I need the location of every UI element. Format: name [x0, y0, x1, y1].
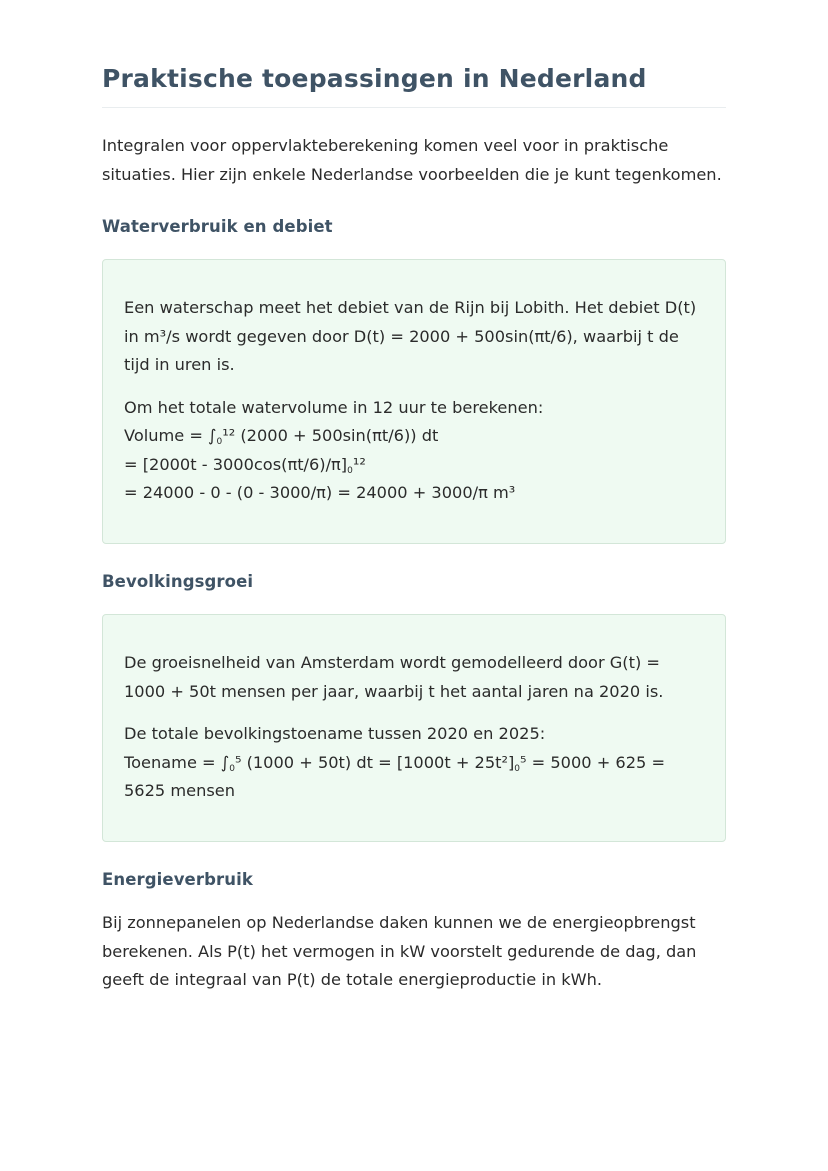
- population-description: De groeisnelheid van Amsterdam wordt gemodelleerd door G(t) = 1000 + 50t mensen per jaar, waarbij t het aantal jaren na 2020 is.: [124, 653, 664, 701]
- page-title: Praktische toepassingen in Nederland: [102, 64, 726, 108]
- example-box-population: [102, 614, 726, 842]
- water-calc-line-3: = 24000 - 0 - (0 - 3000/π) = 24000 + 3000/π m³: [124, 483, 516, 502]
- example-box-water: [102, 259, 726, 544]
- section-heading-population: Bevolkingsgroei: [102, 572, 254, 591]
- population-calculation: [124, 720, 704, 806]
- water-calc-line-1: Volume = $\int_0^{12}$ (2000 + 500sin(πt/6)) dt: [124, 426, 439, 447]
- population-calc-intro: De totale bevolkingstoename tussen 2020 en 2025:: [124, 724, 546, 743]
- water-calc-line-2: = $[2000t - 3000\cos(\pi t/6)/\pi]_0^{12}$: [124, 454, 366, 476]
- section-heading-energy: Energieverbruik: [102, 870, 253, 889]
- population-calc-line: Toename = $\int_0^5$ (1000 + 50t) dt = $[1000t + 25t^2]_0^5 = 5000 + 625 = 5625$ mensen: [124, 752, 666, 800]
- energy-paragraph: Bij zonnepanelen op Nederlandse daken kunnen we de energieopbrengst berekenen. Als P(t) het vermogen in kW voorstelt gedurende de dag, dan geeft de integraal van P(t) de totale energieproductie in kWh.: [102, 913, 697, 989]
- water-description: Een waterschap meet het debiet van de Rijn bij Lobith. Het debiet D(t) in m³/s wordt gegeven door D(t) = 2000 + 500sin(πt/6), waarbij t de tijd in uren is.: [124, 298, 697, 374]
- water-calculation: [124, 394, 704, 508]
- section-heading-water: Waterverbruik en debiet: [102, 217, 333, 236]
- water-calc-intro: Om het totale watervolume in 12 uur te berekenen:: [124, 397, 544, 417]
- intro-paragraph: Integralen voor oppervlakteberekening komen veel voor in praktische situaties. Hier zijn enkele Nederlandse voorbeelden die je kunt tegenkomen.: [102, 136, 722, 184]
